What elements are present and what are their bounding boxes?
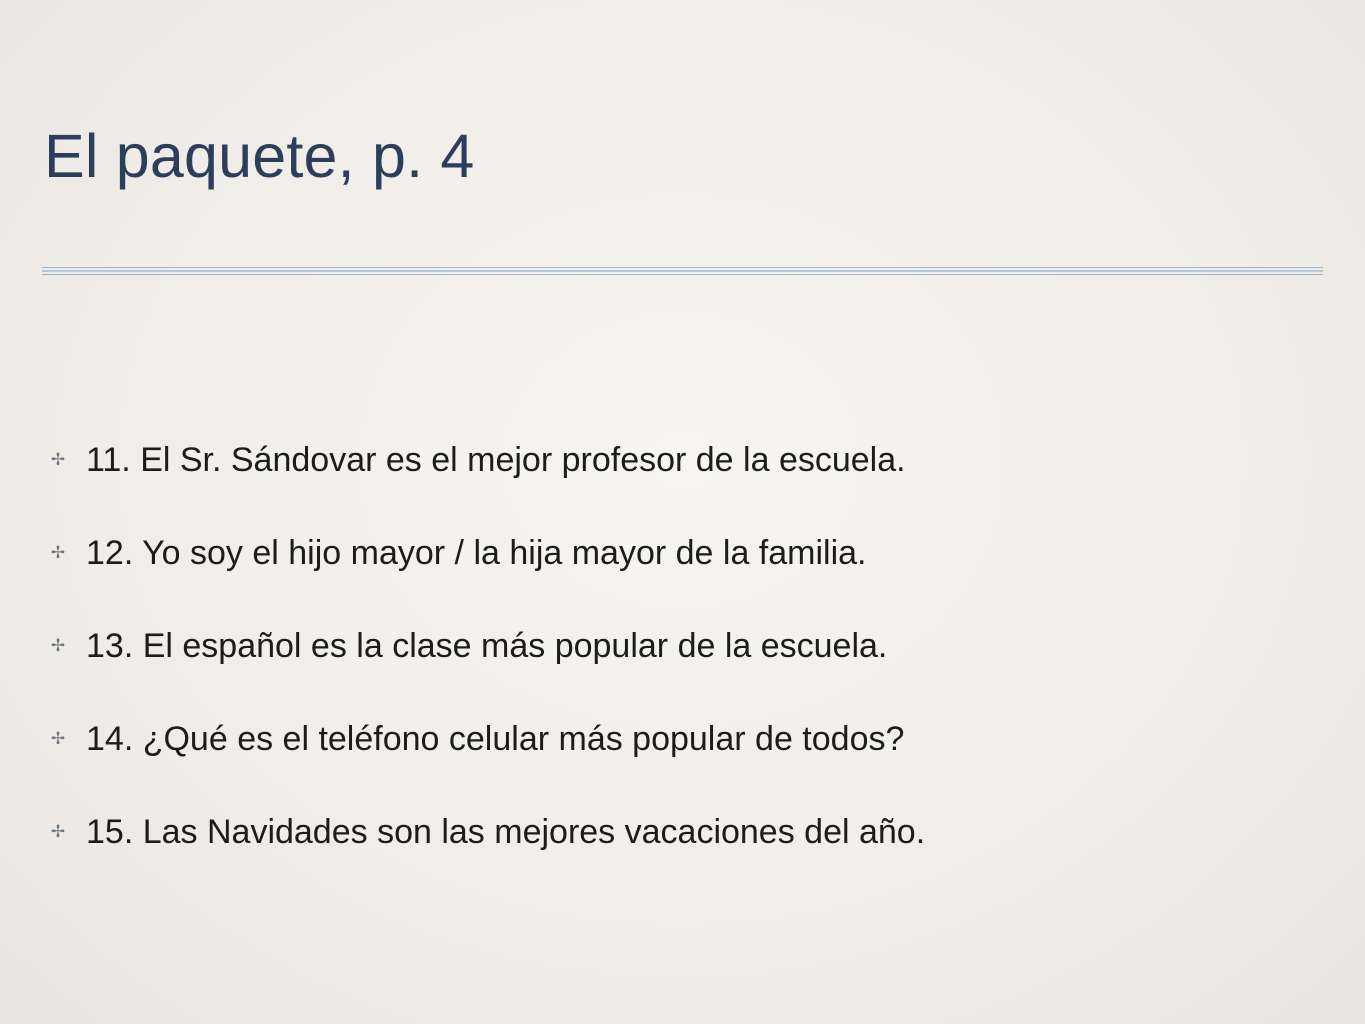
cross-bullet-icon: ✢ xyxy=(50,636,66,655)
cross-bullet-icon: ✢ xyxy=(50,822,66,841)
cross-bullet-icon: ✢ xyxy=(50,729,66,748)
title-divider-middle xyxy=(42,270,1323,272)
title-divider-bottom xyxy=(42,274,1323,275)
cross-bullet-icon: ✢ xyxy=(50,543,66,562)
bullet-text: 11. El Sr. Sándovar es el mejor profesor de la escuela. xyxy=(86,441,906,479)
bullet-text: 12. Yo soy el hijo mayor / la hija mayor de la familia. xyxy=(86,534,867,572)
bullet-text: 13. El español es la clase más popular de la escuela. xyxy=(86,627,888,665)
title-divider-top xyxy=(42,267,1323,268)
slide-title: El paquete, p. 4 xyxy=(44,122,475,190)
bullet-text: 15. Las Navidades son las mejores vacaciones del año. xyxy=(86,813,926,851)
bullet-text: 14. ¿Qué es el teléfono celular más popular de todos? xyxy=(86,720,905,758)
cross-bullet-icon: ✢ xyxy=(50,450,66,469)
